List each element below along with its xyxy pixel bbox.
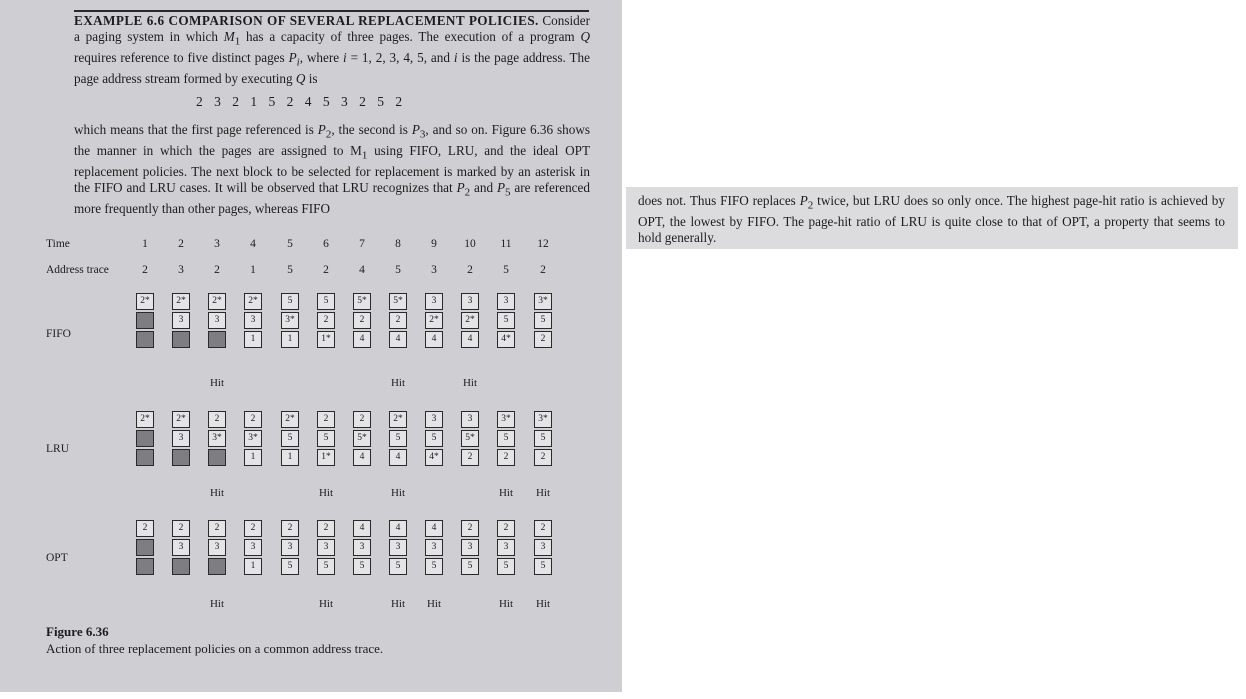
frame-cell: 2* [136,293,154,310]
frame-cell [208,558,226,575]
para-text: using FIFO, LRU, and the ideal OPT replacement policies. The next block to be selected for replacement is marked by an asterisk in the FIFO and LRU cases. It will be observed that LRU recognizes that [74,143,590,196]
policy-label-lru: LRU [46,443,69,455]
frame-cell: 2 [317,411,335,428]
para-text: , and so on. Figure 6.36 shows the manner in which the pages are assigned to M [74,122,590,159]
continuation-text-block [626,187,1238,249]
policy-label-opt: OPT [46,552,68,564]
frame-cell: 5 [497,558,515,575]
frame-cell: 3 [534,539,552,556]
frame-cell: 4 [389,520,407,537]
frame-cell: 5 [497,312,515,329]
frame-cell: 5 [281,558,299,575]
frame-cell: 4* [497,331,515,348]
var-i: i [343,49,347,65]
address-trace-label: Address trace [46,264,109,276]
frame-cell: 3* [244,430,262,447]
frame-cell: 5 [281,293,299,310]
frame-cell: 3* [281,312,299,329]
time-number: 10 [464,238,476,250]
time-number: 2 [178,238,184,250]
intro-text: is the page address. The page address stream formed by executing [74,49,590,87]
frame-cell: 2 [534,449,552,466]
var-p: P [496,180,505,196]
frame-cell [136,449,154,466]
frame-cell: 5* [353,293,371,310]
trace-number: 2 [323,264,329,276]
frame-cell: 2 [317,520,335,537]
frame-cell: 5 [497,430,515,447]
trace-number: 5 [395,264,401,276]
para-text: twice, but LRU does so only once. The highest page-hit ratio is achieved by OPT, the lowest by FIFO. The page-hit ratio of LRU is quite close to that of OPT, a property that seems to hold generally. [638,193,1225,246]
var-p: P [317,122,326,137]
var-p: P [799,193,808,208]
frame-cell: 2* [244,293,262,310]
frame-cell: 3 [461,293,479,310]
frame-cell: 5 [353,558,371,575]
example-intro [74,13,590,87]
sub: 2 [464,186,471,199]
hit-label: Hit [209,598,225,610]
frame-cell: 3* [208,430,226,447]
frame-cell: 5 [425,430,443,447]
example-heading: EXAMPLE 6.6 COMPARISON OF SEVERAL REPLACEMENT POLICIES. [74,13,539,28]
frame-cell: 4 [353,520,371,537]
frame-cell: 2 [281,520,299,537]
trace-number: 2 [142,264,148,276]
intro-text: , where [299,49,344,65]
intro-text: Consider a paging system in which [74,13,590,44]
trace-number: 2 [214,264,220,276]
frame-cell: 3 [244,312,262,329]
frame-cell: 2 [353,312,371,329]
hit-label: Hit [318,487,334,499]
frame-cell [136,331,154,348]
time-number: 11 [500,238,512,250]
frame-cell: 2* [425,312,443,329]
frame-cell: 3 [389,539,407,556]
frame-cell: 5 [534,558,552,575]
frame-cell: 2 [353,411,371,428]
intro-text: is [305,71,318,87]
sub: 5 [505,186,511,199]
trace-number: 5 [503,264,509,276]
frame-cell: 3 [244,539,262,556]
frame-cell: 2 [317,312,335,329]
var-m: M [223,28,235,44]
hit-label: Hit [390,598,406,610]
trace-number: 4 [359,264,365,276]
frame-cell: 2 [208,520,226,537]
var-q: Q [295,71,306,87]
frame-cell [136,558,154,575]
frame-cell: 2* [172,293,190,310]
frame-cell: 4 [389,331,407,348]
frame-cell: 2 [172,520,190,537]
frame-cell: 3 [353,539,371,556]
frame-cell: 2 [208,411,226,428]
para-text: which means that the first page referenced is [74,122,318,137]
time-number: 12 [537,238,549,250]
intro-text: requires reference to five distinct pages [74,49,289,65]
frame-cell: 2 [461,449,479,466]
frame-cell: 3 [172,430,190,447]
hit-label: Hit [426,598,442,610]
frame-cell: 3 [425,411,443,428]
frame-cell: 3* [497,411,515,428]
frame-cell: 3 [172,539,190,556]
intro-text: = 1, 2, 3, 4, 5, and [346,49,454,65]
frame-cell: 5* [461,430,479,447]
hit-label: Hit [535,598,551,610]
para-text: and [470,180,497,196]
frame-cell [136,312,154,329]
frame-cell: 4 [425,331,443,348]
sub: 1 [361,149,368,162]
frame-cell: 2* [172,411,190,428]
frame-cell: 4 [353,331,371,348]
frame-cell: 4* [425,449,443,466]
frame-cell: 2 [497,449,515,466]
frame-cell: 3 [425,539,443,556]
frame-cell: 4 [353,449,371,466]
trace-number: 5 [287,264,293,276]
frame-cell: 3 [461,411,479,428]
frame-cell: 2* [136,411,154,428]
time-number: 9 [431,238,437,250]
figure-caption: Action of three replacement policies on a common address trace. [46,641,384,656]
frame-cell: 3* [534,411,552,428]
frame-cell [136,430,154,447]
frame-cell: 1 [244,558,262,575]
trace-number: 2 [467,264,473,276]
sub: 2 [325,128,332,141]
policy-label-fifo: FIFO [46,328,71,340]
time-number: 6 [323,238,329,250]
hit-label: Hit [462,377,478,389]
var-p: P [288,49,297,65]
frame-cell: 2 [461,520,479,537]
frame-cell: 2 [244,411,262,428]
frame-cell: 1* [317,449,335,466]
frame-cell: 5 [317,293,335,310]
frame-cell: 2 [136,520,154,537]
time-number: 3 [214,238,220,250]
hit-label: Hit [498,487,514,499]
trace-number: 3 [178,264,184,276]
frame-cell: 3* [534,293,552,310]
book-page [0,0,622,692]
hit-label: Hit [318,598,334,610]
frame-cell: 2* [461,312,479,329]
var-q: Q [580,28,590,44]
frame-cell: 5 [317,430,335,447]
var-p: P [411,122,420,137]
frame-cell: 2* [281,411,299,428]
intro-text: has a capacity of three pages. The execution of a program [240,28,581,44]
time-number: 1 [142,238,148,250]
example-paragraph [74,122,590,217]
frame-cell: 5 [281,430,299,447]
time-label: Time [46,238,70,250]
sub: 2 [807,199,814,212]
frame-cell: 5 [317,558,335,575]
frame-cell: 2 [389,312,407,329]
time-number: 7 [359,238,365,250]
frame-cell: 2 [497,520,515,537]
frame-cell: 2* [208,293,226,310]
frame-cell: 3 [317,539,335,556]
address-stream: 2 3 2 1 5 2 4 5 3 2 5 2 [196,94,403,109]
frame-cell: 2 [534,520,552,537]
frame-cell: 5 [389,558,407,575]
frame-cell: 5* [353,430,371,447]
para-text: , the second is [331,122,412,137]
hit-label: Hit [390,377,406,389]
frame-cell: 3 [208,312,226,329]
time-number: 5 [287,238,293,250]
heading-rule [74,10,589,12]
frame-cell: 3 [281,539,299,556]
frame-cell: 5 [534,312,552,329]
frame-cell: 1* [317,331,335,348]
frame-cell: 5* [389,293,407,310]
hit-label: Hit [535,487,551,499]
trace-number: 3 [431,264,437,276]
frame-cell: 5 [425,558,443,575]
frame-cell [136,539,154,556]
hit-label: Hit [390,487,406,499]
var-i: i [453,49,458,65]
frame-cell: 1 [244,449,262,466]
frame-cell [172,449,190,466]
frame-cell: 3 [425,293,443,310]
hit-label: Hit [498,598,514,610]
hit-label: Hit [209,487,225,499]
frame-cell: 3 [497,293,515,310]
frame-cell: 2 [534,331,552,348]
frame-cell: 5 [461,558,479,575]
sub: 1 [234,35,241,48]
frame-cell: 5 [534,430,552,447]
sub: 3 [419,128,426,141]
frame-cell [172,558,190,575]
var-p: P [456,180,465,196]
frame-cell: 2* [389,411,407,428]
frame-cell: 4 [425,520,443,537]
frame-cell: 4 [389,449,407,466]
frame-cell: 1 [281,331,299,348]
time-number: 8 [395,238,401,250]
frame-cell: 4 [461,331,479,348]
frame-cell: 1 [281,449,299,466]
frame-cell: 2 [244,520,262,537]
frame-cell [208,449,226,466]
trace-number: 1 [250,264,256,276]
para-text: are referenced more frequently than other pages, whereas FIFO [74,180,590,217]
frame-cell [172,331,190,348]
figure-title: Figure 6.36 [46,624,109,639]
frame-cell: 1 [244,331,262,348]
frame-cell: 3 [461,539,479,556]
frame-cell: 3 [172,312,190,329]
trace-number: 2 [540,264,546,276]
continuation-paragraph [638,193,1225,246]
time-number: 4 [250,238,256,250]
sub: i [296,56,300,69]
frame-cell: 5 [389,430,407,447]
para-text: does not. Thus FIFO replaces [638,193,800,208]
frame-cell: 3 [497,539,515,556]
frame-cell: 3 [208,539,226,556]
hit-label: Hit [209,377,225,389]
frame-cell [208,331,226,348]
